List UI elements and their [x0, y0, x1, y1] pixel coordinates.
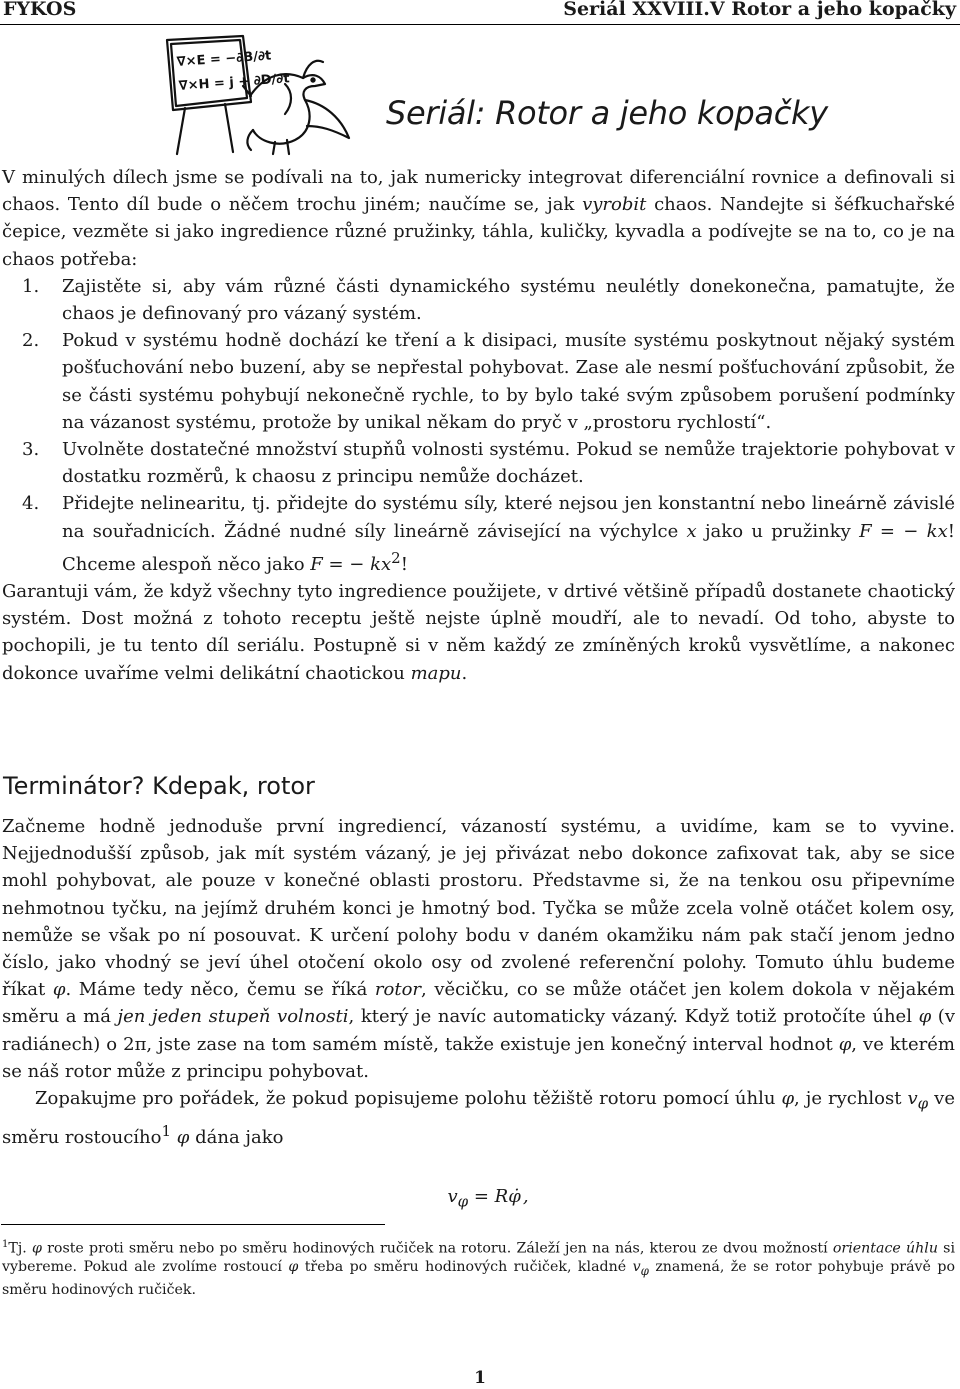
intro-paragraph: V minulých dílech jsme se podívali na to, jak numericky integrovat diferenciální rovnice a definovali si chaos. Tento díl bude o něčem trochu jiném; naučíme se, jak vyrobit chaos. Nandejte si šéfkuchařské čepice, vezměte si jako ingredience různé pružinky, táhla, kuličky, kyvadla a podívejte se na to, co je na chaos potřeba: [2, 167, 955, 270]
board-equation-1: ∇×E = −∂B/∂t [176, 48, 272, 70]
footnote-mark[interactable]: 1 [161, 1121, 172, 1140]
page-number: 1 [474, 1368, 486, 1388]
footnote-rule [1, 1224, 385, 1225]
ingredient-list [2, 273, 955, 578]
list-item: 2. Pokud v systému hodně dochází ke tření a k disipaci, musíte systému poskytnout nějaký systém pošťuchování nebo buzení, aby se nepřestal pohybovat. Zase ale nesmí pošťuchování způsobit, že se části systému pohybují nekonečně rychle, to by bylo také svým způsobem porušení podmínky na vázanost systému, protože by unikal někam do pryč v „prostoru rychlostí“. [22, 330, 955, 433]
header-rule [0, 24, 960, 25]
list-item: 4. Přidejte nelinearitu, tj. přidejte do systému síly, které nejsou jen konstantní nebo lineárně závislé na souřadnicích. Žádné nudné síly lineárně závisející na výchylce x jako u pružinky F = − kx! Chceme alespoň něco jako F = − $kx^2$! [22, 493, 955, 575]
list-item: 1. Zajistěte si, aby vám různé části dynamického systému neulétly donekonečna, pamatujte, že chaos je definovaný pro vázaný systém. [22, 275, 955, 325]
section-paragraph: Začneme hodně jednoduše první ingrediencí, vázaností systému, a uvidíme, kam se to vyvine. Nejjednodušší způsob, jak mít systém vázaný, je jej přivázat nebo dokonce zafixovat tak, aby se sice mohl pohybovat, ale pouze v konečné oblasti prostoru. Představme si, že na tenkou osu připevníme nehmotnou tyčku, na jejímž druhém konci je hmotný bod. Tyčka se může zcela volně otáčet kolem osy, nemůže se však po ní posouvat. K určení polohy bodu v daném okamžiku nám pak stačí jenom jedno číslo, jako vhodný se jeví úhel otočení okolo osy od zvolené referenční polohy. Tomuto úhlu budeme říkat φ. Máme tedy něco, čemu se říká rotor, věcičku, co se může otáčet jen kolem dokola v nějakém směru a má jen jeden stupeň volnosti, který je navíc automaticky vázaný. Když totiž protočíte úhel φ (v radiánech) o 2π, jste zase na tom samém místě, takže existuje jen konečný interval hodnot φ, ve kterém se náš rotor může z principu pohybovat. [2, 816, 955, 1082]
section-heading: Terminátor? Kdepak, rotor [3, 772, 315, 800]
header-series: Seriál XXVIII.V Rotor a jeho kopačky [563, 0, 956, 20]
intro-conclusion: Garantuji vám, že když všechny tyto ingredience použijete, v drtivé většině případů dostanete chaotický systém. Dost možná z tohoto receptu ještě nejste úplně moudří, ale to nevadí. Od toho, abyste to pochopili, je tu tento díl seriálu. Postupně si v něm každý ze zmíněných kroků vysvětlíme, a nakonec dokonce uvaříme velmi delikátní chaotickou mapu. [2, 581, 955, 684]
list-item: 3. Uvolněte dostatečné množství stupňů volnosti systému. Pokud se nemůže trajektorie pohybovat v dostatku rozměrů, k chaosu z principu nemůže docházet. [22, 439, 955, 488]
page-title: Seriál: Rotor a jeho kopačky [386, 94, 828, 132]
section-body [2, 813, 955, 1151]
section-paragraph: Zopakujme pro pořádek, že pokud popisujeme polohu těžiště rotoru pomocí úhlu φ, je rychlost $v_\varphi$ ve směru rostoucího$^1$ φ dána jako [2, 1088, 955, 1148]
board-equation-2: ∇×H = j + ∂D/∂t [178, 71, 291, 94]
page-header [0, 0, 960, 22]
intro-section [2, 164, 955, 687]
footnote: $^1$Tj. φ roste proti směru nebo po směru hodinových ručiček na rotoru. Záleží jen na nás, kterou ze dvou možností orientace úhlu si vybereme. Pokud ale zvolíme rostoucí φ třeba po směru hodinových ručiček, kladné $v_\varphi$ znamená, že se rotor pohybuje právě po směru hodinových ručiček. [2, 1239, 955, 1298]
header-journal: FYKOS [3, 0, 77, 20]
fykos-logo-illustration [155, 34, 355, 156]
footnote-number: 1 [2, 1239, 9, 1250]
equation-velocity: $v_\varphi$ = Rφ̇ , [447, 1186, 529, 1211]
